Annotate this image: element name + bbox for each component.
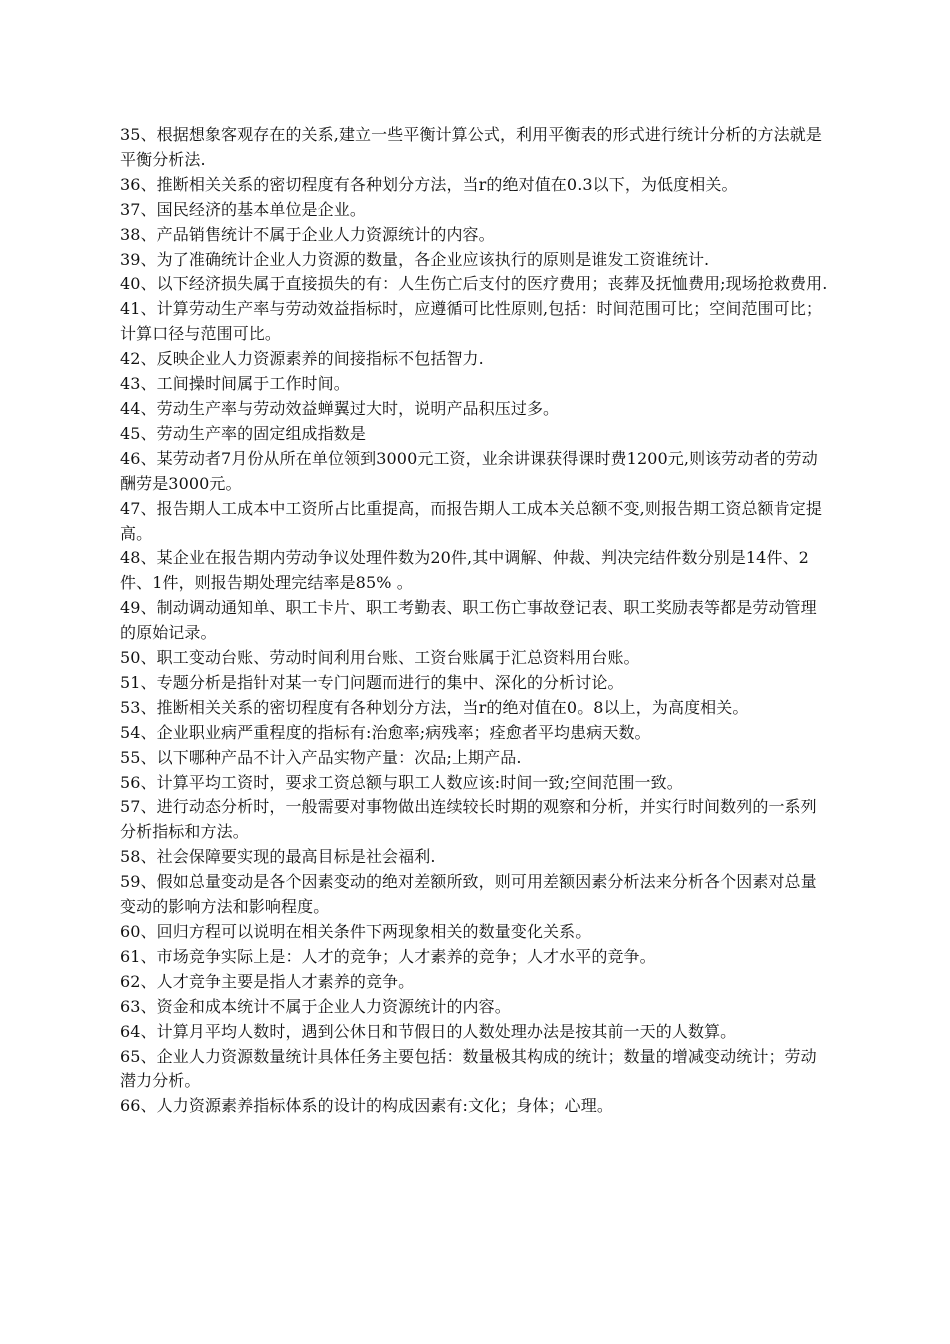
list-item: 43、工间操时间属于工作时间。 xyxy=(120,374,350,394)
list-item: 57、进行动态分析时，一般需要对事物做出连续较长时期的观察和分析，并实行时间数列的一系列分析指标和方法。 xyxy=(120,797,817,842)
list-item: 45、劳动生产率的固定组成指数是 xyxy=(120,423,366,443)
list-item: 44、劳动生产率与劳动效益蝉翼过大时，说明产品积压过多。 xyxy=(120,398,560,418)
list-item: 50、职工变动台账、劳动时间利用台账、工资台账属于汇总资料用台账。 xyxy=(120,648,640,668)
list-item: 35、根据想象客观存在的关系,建立一些平衡计算公式，利用平衡表的形式进行统计分析的方法就是平衡分析法. xyxy=(120,125,822,169)
list-item: 59、假如总量变动是各个因素变动的绝对差额所致，则可用差额因素分析法来分析各个因素对总量变动的影响方法和影响程度。 xyxy=(120,872,817,917)
list-item: 39、为了准确统计企业人力资源的数量，各企业应该执行的原则是谁发工资谁统计. xyxy=(120,249,710,269)
list-item: 49、制动调动通知单、职工卡片、职工考勤表、职工伤亡事故登记表、职工奖励表等都是劳动管理的原始记录。 xyxy=(120,598,817,643)
list-item: 64、计算月平均人数时，遇到公休日和节假日的人数处理办法是按其前一天的人数算。 xyxy=(120,1021,737,1041)
list-item: 56、计算平均工资时，要求工资总额与职工人数应该:时间一致;空间范围一致。 xyxy=(120,772,683,792)
list-item: 58、社会保障要实现的最高目标是社会福利. xyxy=(120,847,436,867)
list-item: 47、报告期人工成本中工资所占比重提高，而报告期人工成本关总额不变,则报告期工资总额肯定提高。 xyxy=(120,498,822,543)
list-item: 63、资金和成本统计不属于企业人力资源统计的内容。 xyxy=(120,996,511,1016)
list-item: 53、推断相关关系的密切程度有各种划分方法，当r的绝对值在0。8以上，为高度相关。 xyxy=(120,697,749,717)
list-item: 46、某劳动者7月份从所在单位领到3000元工资，业余讲课获得课时费1200元,则该劳动者的劳动酬劳是3000元。 xyxy=(120,448,818,493)
list-item: 40、以下经济损失属于直接损失的有：人生伤亡后支付的医疗费用；丧葬及抚恤费用;现场抢救费用. xyxy=(120,274,828,294)
list-item: 41、计算劳动生产率与劳动效益指标时，应遵循可比性原则,包括：时间范围可比；空间范围可比；计算口径与范围可比。 xyxy=(120,299,822,344)
list-item: 62、人才竞争主要是指人才素养的竞争。 xyxy=(120,971,415,991)
list-item: 36、推断相关关系的密切程度有各种划分方法，当r的绝对值在0.3以下，为低度相关。 xyxy=(120,174,738,194)
list-item: 54、企业职业病严重程度的指标有:治愈率;病残率；痊愈者平均患病天数。 xyxy=(120,722,651,742)
list-item: 42、反映企业人力资源素养的间接指标不包括智力. xyxy=(120,349,484,369)
list-item: 61、市场竞争实际上是：人才的竞争；人才素养的竞争；人才水平的竞争。 xyxy=(120,946,656,966)
list-item: 48、某企业在报告期内劳动争议处理件数为20件,其中调解、仲裁、判决完结件数分别是14件、2件、1件，则报告期处理完结率是85% 。 xyxy=(120,548,809,593)
list-item: 51、专题分析是指针对某一专门问题而进行的集中、深化的分析讨论。 xyxy=(120,672,624,692)
list-item: 38、产品销售统计不属于企业人力资源统计的内容。 xyxy=(120,224,495,244)
list-item: 65、企业人力资源数量统计具体任务主要包括：数量极其构成的统计；数量的增减变动统计；劳动潜力分析。 xyxy=(120,1046,817,1091)
list-item: 66、人力资源素养指标体系的设计的构成因素有:文化；身体；心理。 xyxy=(120,1096,613,1116)
question-list xyxy=(120,123,832,1119)
list-item: 60、回归方程可以说明在相关条件下两现象相关的数量变化关系。 xyxy=(120,922,592,941)
list-item: 55、以下哪种产品不计入产品实物产量：次品;上期产品. xyxy=(120,747,522,767)
list-item: 37、国民经济的基本单位是企业。 xyxy=(120,199,366,219)
